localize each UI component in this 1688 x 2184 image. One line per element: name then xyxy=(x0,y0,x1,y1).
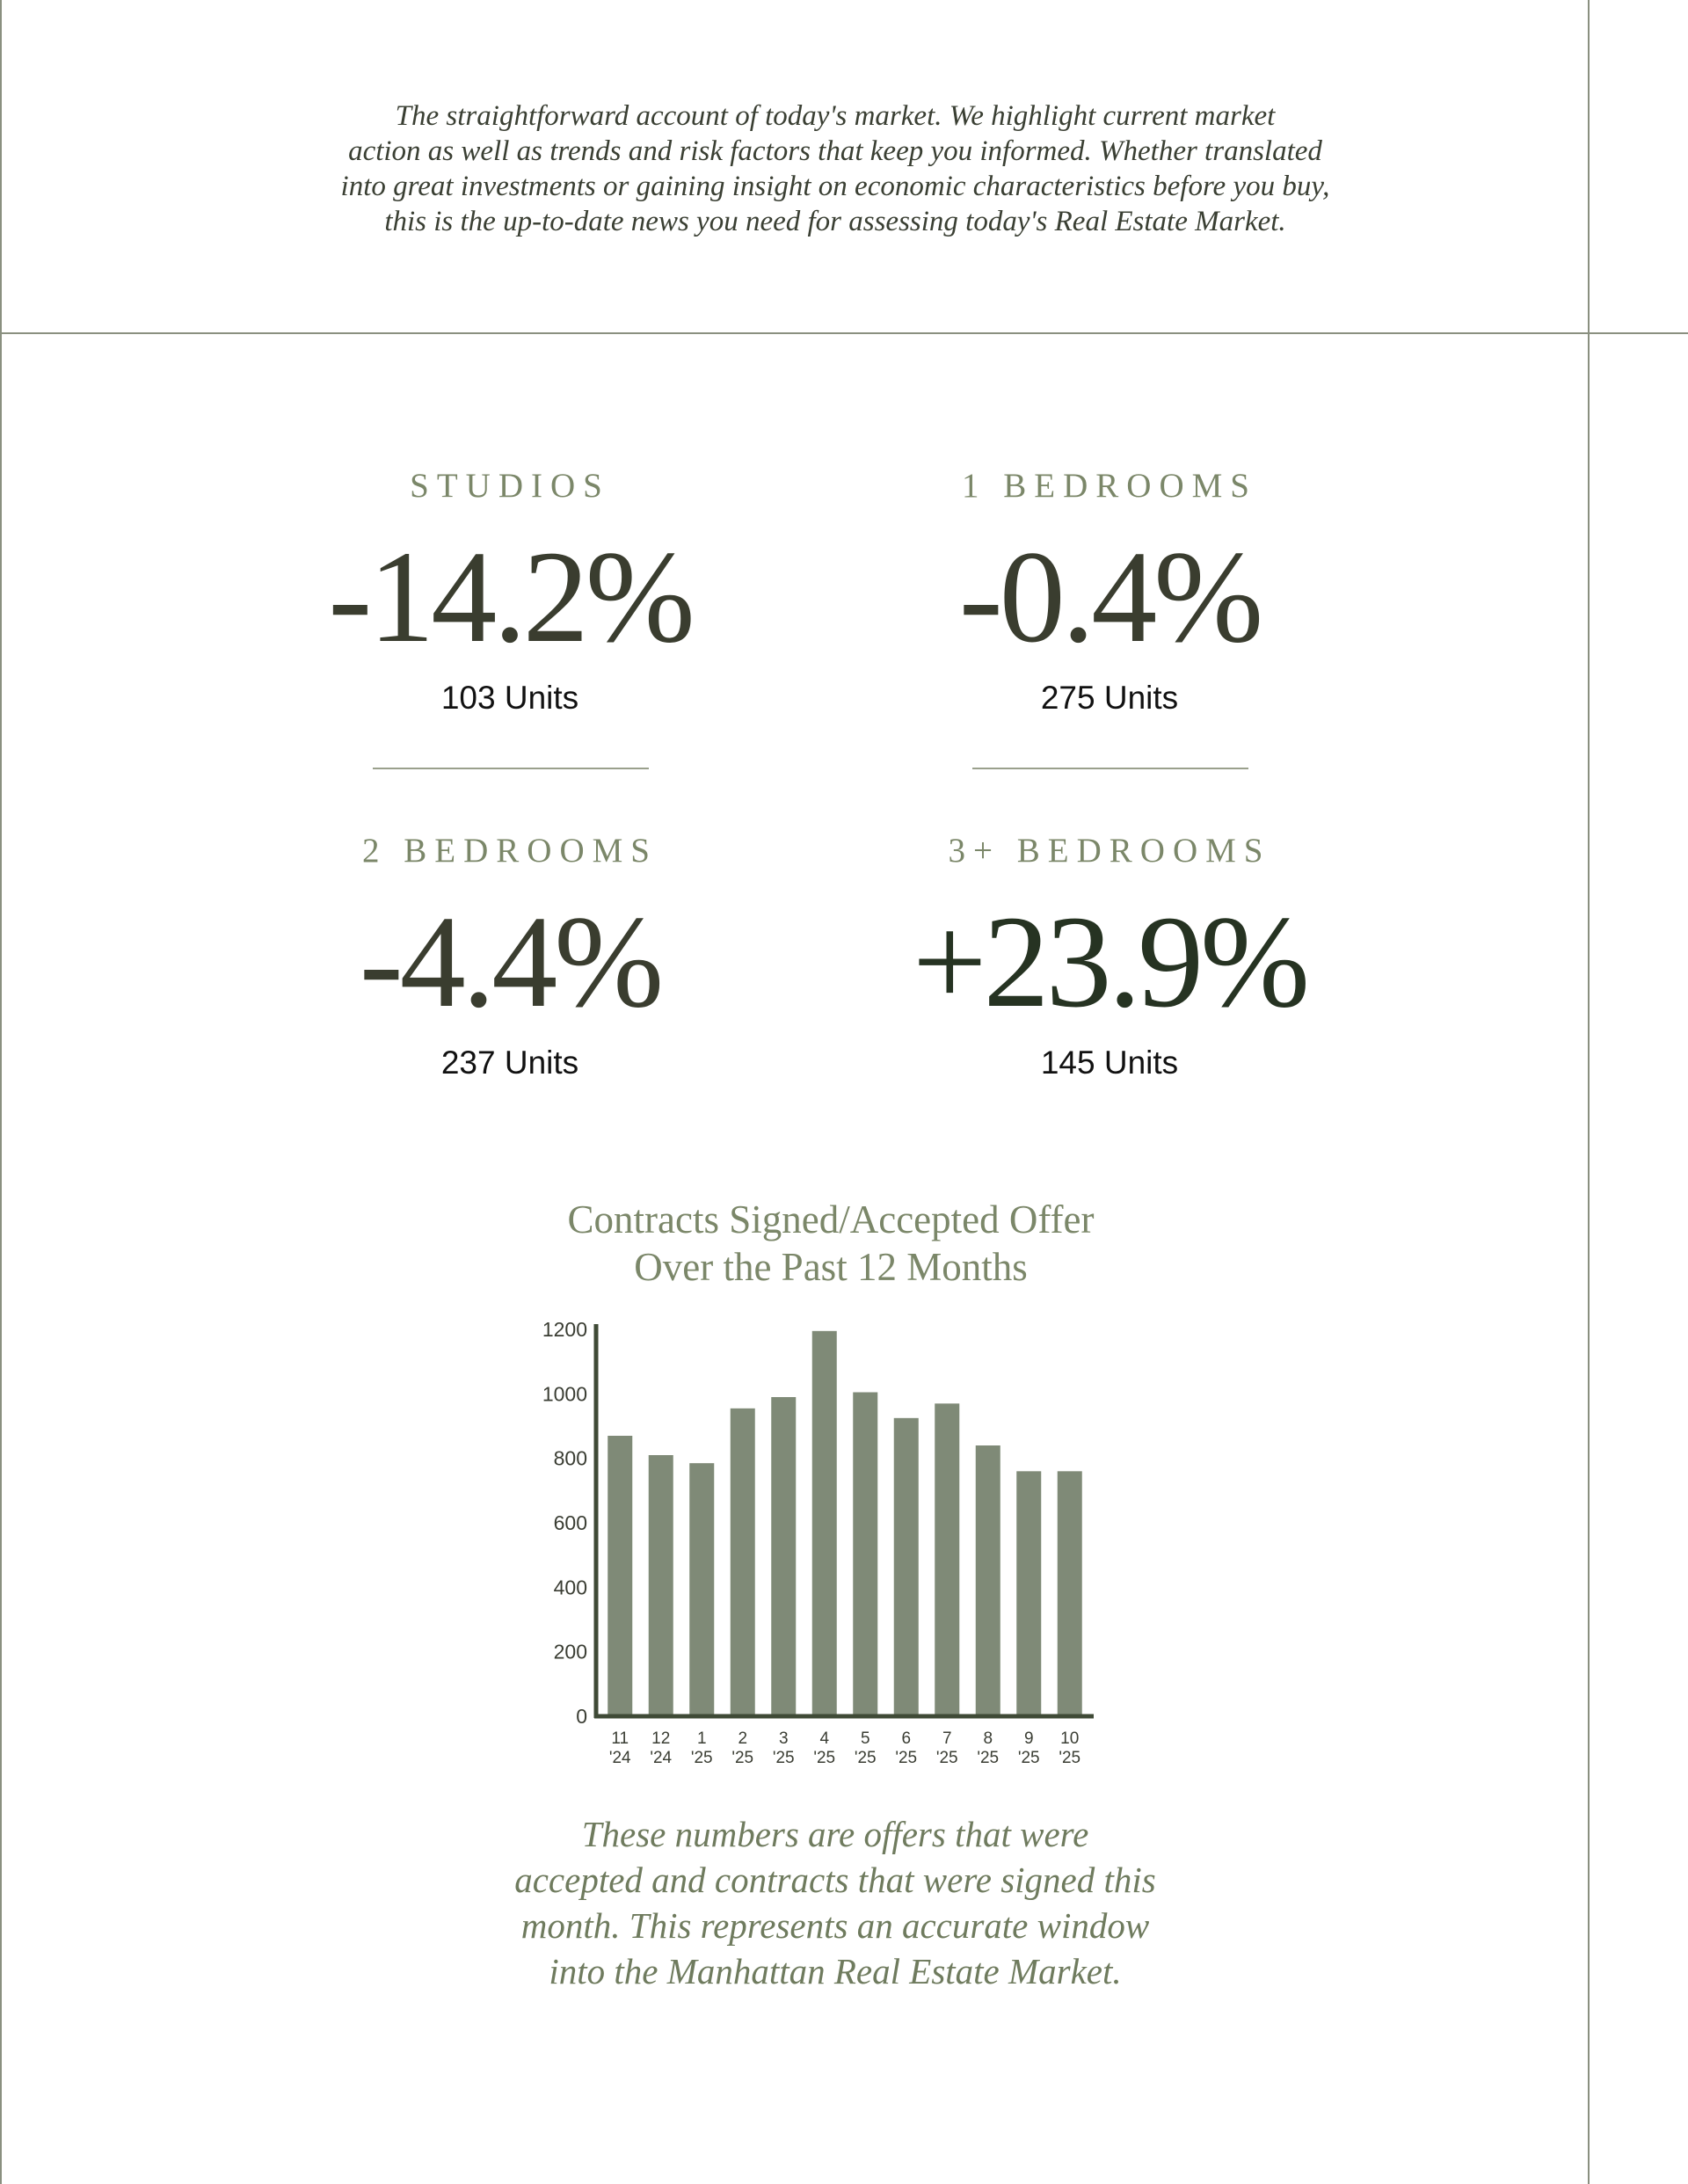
bar xyxy=(1058,1471,1082,1716)
x-tick-label: 2 xyxy=(738,1729,748,1748)
bar xyxy=(608,1436,632,1716)
x-tick-label: '24 xyxy=(608,1749,631,1767)
bar xyxy=(1016,1471,1041,1716)
footnote-line: accepted and contracts that were signed this xyxy=(514,1860,1156,1900)
x-tick-label: 3 xyxy=(778,1729,789,1748)
stat-1-bedrooms xyxy=(846,464,1373,717)
stat-value: +23.9% xyxy=(912,889,1307,1035)
stat-value: -4.4% xyxy=(359,889,661,1035)
x-tick-label: 9 xyxy=(1023,1729,1034,1748)
stat-label: 2 BEDROOMS xyxy=(362,832,658,870)
x-tick-label: '25 xyxy=(690,1749,713,1767)
x-tick-label: '25 xyxy=(1059,1749,1081,1767)
bar xyxy=(649,1455,673,1716)
intro-paragraph xyxy=(264,98,1407,239)
x-tick-label: '25 xyxy=(895,1749,918,1767)
stat-3-plus-bedrooms xyxy=(846,829,1373,1082)
stat-value: -14.2% xyxy=(328,524,692,670)
chart-title-line: Contracts Signed/Accepted Offer xyxy=(567,1198,1095,1241)
bar xyxy=(771,1397,796,1716)
x-tick-label: '25 xyxy=(731,1749,754,1767)
stat-label: STUDIOS xyxy=(410,467,610,505)
bar xyxy=(935,1403,959,1716)
bar xyxy=(976,1445,1000,1716)
stat-value: -0.4% xyxy=(958,524,1261,670)
stat-divider xyxy=(373,768,649,769)
intro-line: into great investments or gaining insight on economic characteristics before you buy, xyxy=(340,171,1330,202)
x-tick-label: 7 xyxy=(942,1729,952,1748)
x-tick-label: '25 xyxy=(935,1749,958,1767)
x-tick-label: 8 xyxy=(983,1729,993,1748)
stat-units: 237 Units xyxy=(440,1045,579,1081)
stat-units: 145 Units xyxy=(1040,1045,1179,1081)
bar xyxy=(689,1463,714,1716)
x-tick-label: 5 xyxy=(860,1729,870,1748)
footnote-line: These numbers are offers that were xyxy=(581,1814,1089,1854)
intro-line: The straightforward account of today's market. We highlight current market xyxy=(395,100,1276,132)
chart-title xyxy=(492,1196,1169,1291)
x-tick-label: 10 xyxy=(1060,1729,1080,1748)
x-tick-label: '24 xyxy=(650,1749,673,1767)
stat-2-bedrooms xyxy=(246,829,774,1082)
footnote-line: into the Manhattan Real Estate Market. xyxy=(549,1951,1122,1991)
y-tick-label: 0 xyxy=(576,1705,587,1728)
stat-label: 3+ BEDROOMS xyxy=(948,832,1271,870)
bar xyxy=(731,1409,755,1716)
intro-line: this is the up-to-date news you need for assessing today's Real Estate Market. xyxy=(384,206,1286,237)
x-tick-label: 11 xyxy=(611,1729,629,1748)
x-tick-label: 1 xyxy=(696,1729,707,1748)
stat-label: 1 BEDROOMS xyxy=(962,467,1257,505)
x-tick-label: 12 xyxy=(651,1729,671,1748)
left-border-rule xyxy=(0,0,2,2184)
header-divider-rule xyxy=(0,332,1688,334)
bar xyxy=(853,1393,877,1717)
stat-units: 275 Units xyxy=(1040,680,1179,716)
x-tick-label: '25 xyxy=(1017,1749,1040,1767)
x-tick-label: 4 xyxy=(819,1729,830,1748)
x-tick-label: 6 xyxy=(901,1729,912,1748)
footnote-line: month. This represents an accurate window xyxy=(520,1905,1150,1946)
stat-units: 103 Units xyxy=(440,680,579,716)
x-tick-label: '25 xyxy=(854,1749,877,1767)
y-tick-label: 1000 xyxy=(542,1382,587,1406)
y-tick-label: 800 xyxy=(553,1446,587,1470)
stat-studios xyxy=(246,464,774,717)
chart-title-line: Over the Past 12 Months xyxy=(634,1245,1028,1289)
x-tick-label: '25 xyxy=(977,1749,1000,1767)
y-tick-label: 600 xyxy=(553,1511,587,1534)
chart-footnote xyxy=(422,1811,1248,1994)
y-tick-label: 1200 xyxy=(542,1318,587,1341)
x-tick-label: '25 xyxy=(813,1749,836,1767)
contracts-bar-chart xyxy=(492,1301,1125,1776)
stat-divider xyxy=(972,768,1248,769)
y-tick-label: 200 xyxy=(553,1640,587,1663)
intro-line: action as well as trends and risk factors that keep you informed. Whether translated xyxy=(348,135,1322,167)
bar xyxy=(812,1331,837,1716)
bar xyxy=(894,1418,919,1716)
right-border-rule xyxy=(1588,0,1590,2184)
x-tick-label: '25 xyxy=(772,1749,795,1767)
y-tick-label: 400 xyxy=(553,1576,587,1599)
